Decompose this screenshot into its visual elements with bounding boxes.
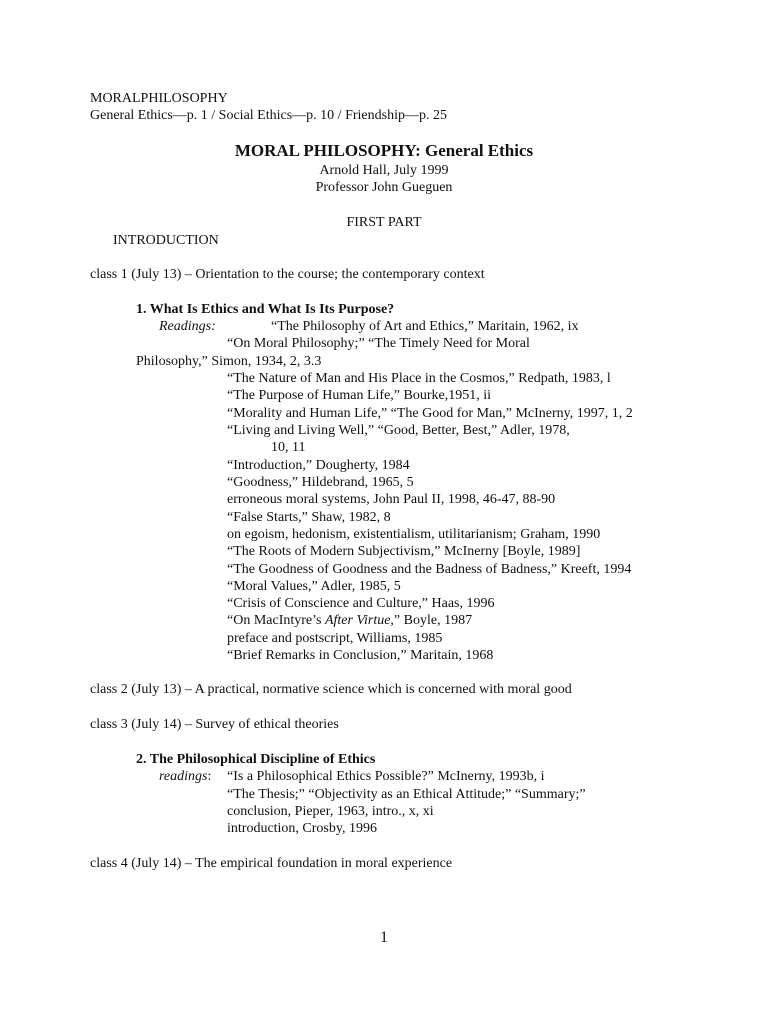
running-title: MORALPHILOSOPHY <box>90 91 228 106</box>
reading-item: Philosophy,” Simon, 1934, 2, 3.3 <box>136 354 322 369</box>
reading-item: “Moral Values,” Adler, 1985, 5 <box>227 579 401 594</box>
class-3: class 3 (July 14) – Survey of ethical theories <box>90 717 339 732</box>
reading-item: “Goodness,” Hildebrand, 1965, 5 <box>227 475 414 490</box>
reading-item: 10, 11 <box>271 440 306 455</box>
topic-2-heading: 2. The Philosophical Discipline of Ethics <box>136 752 376 767</box>
topic-2-readings-label <box>159 768 211 785</box>
reading-item: “Introduction,” Dougherty, 1984 <box>227 458 410 473</box>
reading-item: introduction, Crosby, 1996 <box>227 821 377 836</box>
section-heading: INTRODUCTION <box>113 233 219 248</box>
reading-item: on egoism, hedonism, existentialism, utilitarianism; Graham, 1990 <box>227 527 601 542</box>
class-2: class 2 (July 13) – A practical, normative science which is concerned with moral good <box>90 682 572 697</box>
reading-item: erroneous moral systems, John Paul II, 1998, 46-47, 88-90 <box>227 492 556 507</box>
reading-item: “Brief Remarks in Conclusion,” Maritain, 1968 <box>227 648 494 663</box>
course-place-date: Arnold Hall, July 1999 <box>319 163 449 178</box>
macintyre-prefix: “On MacIntyre’s <box>227 613 325 628</box>
reading-item: “The Goodness of Goodness and the Badness of Badness,” Kreeft, 1994 <box>227 562 632 577</box>
reading-item: “False Starts,” Shaw, 1982, 8 <box>227 510 391 525</box>
reading-item: “Is a Philosophical Ethics Possible?” McInerny, 1993b, i <box>227 769 545 784</box>
readings-label-text: readings <box>159 769 208 784</box>
course-title: MORAL PHILOSOPHY: General Ethics <box>234 141 534 160</box>
reading-item: “Morality and Human Life,” “The Good for Man,” McInerny, 1997, 1, 2 <box>227 406 633 421</box>
topic-1-readings-label: Readings: <box>159 319 216 334</box>
reading-item: “Living and Living Well,” “Good, Better, Best,” Adler, 1978, <box>227 423 570 438</box>
course-professor: Professor John Gueguen <box>315 180 453 195</box>
page-number: 1 <box>380 929 388 946</box>
class-4: class 4 (July 14) – The empirical foundation in moral experience <box>90 856 453 871</box>
topic-1-heading: 1. What Is Ethics and What Is Its Purpose? <box>136 302 395 317</box>
reading-item: “The Philosophy of Art and Ethics,” Maritain, 1962, ix <box>271 319 579 334</box>
reading-item: “Crisis of Conscience and Culture,” Haas, 1996 <box>227 596 495 611</box>
reading-item: “The Nature of Man and His Place in the Cosmos,” Redpath, 1983, l <box>227 371 611 386</box>
macintyre-suffix: ,” Boyle, 1987 <box>390 613 473 628</box>
table-of-contents: General Ethics—p. 1 / Social Ethics—p. 10 / Friendship—p. 25 <box>90 108 447 123</box>
macintyre-book-title: After Virtue <box>324 613 391 628</box>
reading-item: preface and postscript, Williams, 1985 <box>227 631 443 646</box>
reading-item: “The Purpose of Human Life,” Bourke,1951, ii <box>227 388 491 403</box>
reading-item: “The Roots of Modern Subjectivism,” McInerny [Boyle, 1989] <box>227 544 581 559</box>
part-heading: FIRST PART <box>346 215 422 230</box>
reading-item: “The Thesis;” “Objectivity as an Ethical Attitude;” “Summary;” <box>227 787 586 802</box>
reading-item: “On Moral Philosophy;” “The Timely Need for Moral <box>227 336 530 351</box>
class-1: class 1 (July 13) – Orientation to the course; the contemporary context <box>90 267 485 282</box>
readings-label-colon: : <box>207 769 212 784</box>
reading-item-macintyre <box>227 612 472 629</box>
reading-item: conclusion, Pieper, 1963, intro., x, xi <box>227 804 434 819</box>
